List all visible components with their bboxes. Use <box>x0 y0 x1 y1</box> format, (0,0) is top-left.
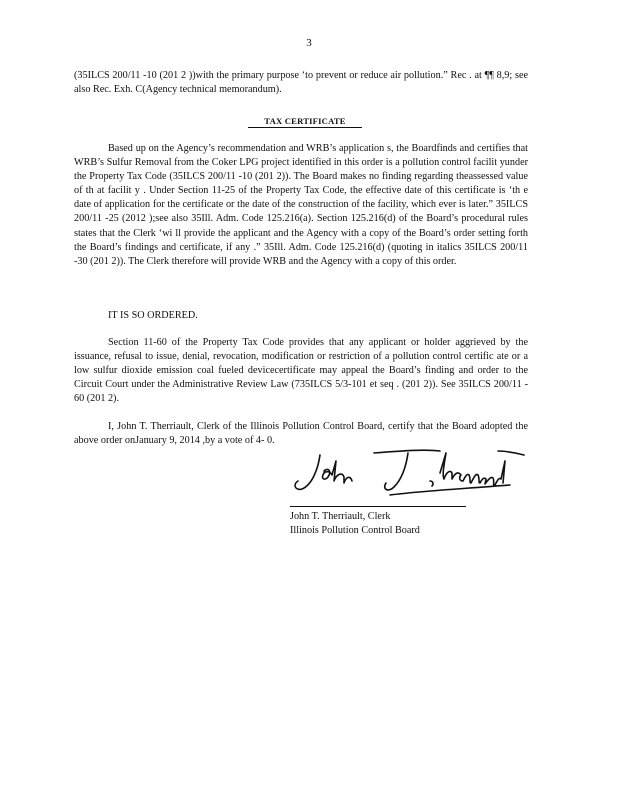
signature-line <box>290 506 466 507</box>
signature-image <box>290 445 530 509</box>
certificate-paragraph <box>74 142 528 269</box>
section-heading: TAX CERTIFICATE <box>248 116 362 128</box>
certify-text: I, John T. Therriault, Clerk of the Illinois Pollution Control Board, certify that the Board adopted the above order onJanuary 9, 2014 ,by a vote of 4- 0. <box>74 421 528 447</box>
appeal-text: Section 11-60 of the Property Tax Code provides that any applicant or holder aggrieved by the issuance, refusal to issue, denial, revocation, modification or restriction of a pollution control certific ate or a low sulfur dioxide emission coal fueled devicecertificate may appeal the Board’s finding and order to the Circuit Court under the Administrative Review Law (735ILCS 5/3-101 et seq . (201 2)). See 35ILCS 200/11 - 60 (201 2). <box>74 337 528 405</box>
certificate-text: Based up on the Agency’s recommendation and WRB’s application s, the Boardfinds and certifies that WRB’s Sulfur Removal from the Coker LPG project identified in this order is a pollution control facilit yunder the Property Tax Code (35ILCS 200/11 -10 (201 2)). The Board makes no finding regarding theassessed value of th at facilit y . Under Section 11-25 of the Property Tax Code, the effective date of this certificate is ‘th e date of application for the certificate or the date of the construction of the facility, which ever is later.” 35ILCS 200/11 -25 (2012 );see also 35Ill. Adm. Code 125.216(a). Section 125.216(d) of the Board’s procedural rules states that the Clerk ‘wi ll provide the applicant and the Agency with a copy of the Board’s order setting forth the Board’s findings and certificate, if any .” 35Ill. Adm. Code 125.216(d) (quoting in italics 35ILCS 200/11 -30 (201 2)). The Clerk therefore will provide WRB and the Agency with a copy of this order. <box>74 143 528 267</box>
appeal-paragraph <box>74 336 528 406</box>
ordered-text: IT IS SO ORDERED. <box>108 310 198 321</box>
certify-paragraph <box>74 420 528 448</box>
signer-organization: Illinois Pollution Control Board <box>290 525 420 536</box>
signature-block <box>290 510 420 538</box>
signer-name: John T. Therriault, Clerk <box>290 511 391 522</box>
handwritten-signature <box>290 445 530 509</box>
page-number: 3 <box>306 37 312 49</box>
intro-paragraph <box>74 69 528 97</box>
ordered-paragraph <box>74 309 528 323</box>
intro-text: (35ILCS 200/11 -10 (201 2 ))with the primary purpose ‘to prevent or reduce air pollution.” Rec . at ¶¶ 8,9; see also Rec. Exh. C(Agency technical memorandum). <box>74 70 528 96</box>
